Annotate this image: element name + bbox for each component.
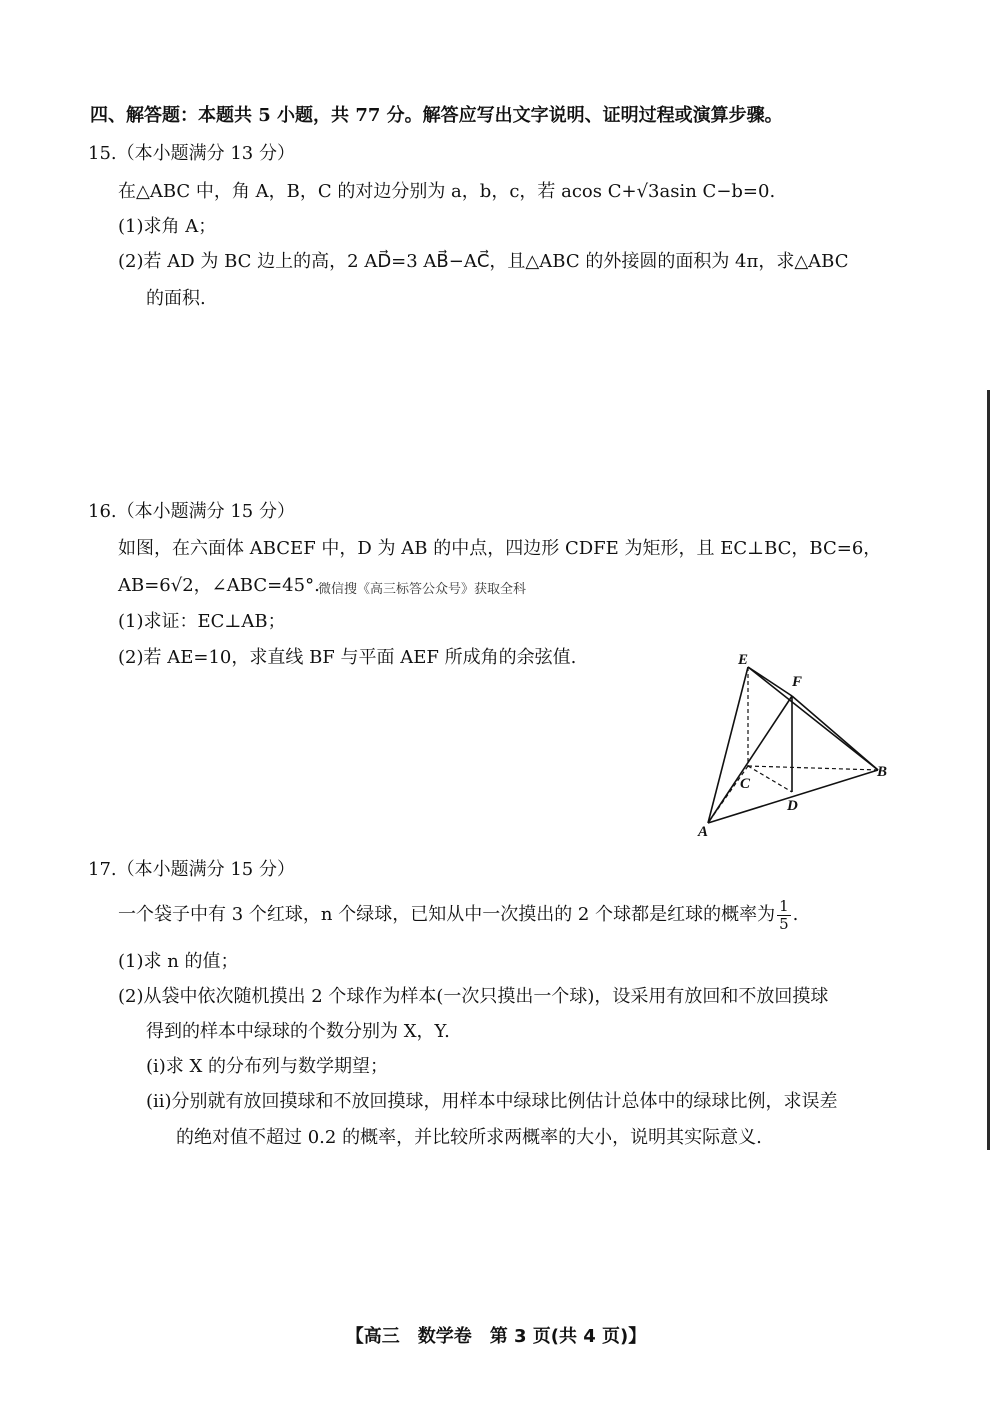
q15-part1: (1)求角 A；: [118, 216, 217, 237]
probability-fraction: [777, 898, 791, 933]
q17-part2-line1: (2)从袋中依次随机摸出 2 个球作为样本(一次只摸出一个球)，设采用有放回和不放回摸球: [118, 986, 829, 1007]
q17-header: 17.（本小题满分 15 分）: [88, 859, 295, 880]
hexahedron-figure: [690, 640, 910, 845]
q16-stem-line2: AB=6√2，∠ABC=45°.: [118, 575, 320, 596]
edge-AB: [708, 770, 878, 823]
q17-stem: [118, 895, 798, 935]
q17-part2-i: (i)求 X 的分布列与数学期望；: [146, 1056, 389, 1077]
q16-stem-line1: 如图，在六面体 ABCEF 中，D 为 AB 的中点，四边形 CDFE 为矩形，且 EC⊥BC，BC=6，: [118, 538, 882, 559]
edge-FB: [792, 696, 878, 770]
fraction-numerator: 1: [779, 896, 789, 915]
q16-header: 16.（本小题满分 15 分）: [88, 501, 295, 522]
label-C: C: [740, 776, 751, 792]
q17-stem-prefix: 一个袋子中有 3 个红球，n 个绿球，已知从中一次摸出的 2 个球都是红球的概率为: [118, 904, 776, 925]
label-D: D: [787, 798, 798, 814]
edge-CA-hidden: [708, 766, 748, 823]
label-E: E: [738, 652, 749, 668]
q17-part2-ii-line2: 的绝对值不超过 0.2 的概率，并比较所求两概率的大小，说明其实际意义.: [176, 1127, 762, 1148]
watermark-text: 微信搜《高三标答公众号》获取全科: [318, 582, 527, 597]
q17-part2-line2: 得到的样本中绿球的个数分别为 X，Y.: [146, 1021, 450, 1042]
edge-CD-hidden: [748, 766, 792, 792]
q17-part1: (1)求 n 的值；: [118, 951, 239, 972]
edge-CB-hidden: [748, 766, 878, 770]
label-F: F: [792, 674, 803, 690]
label-A: A: [698, 824, 709, 840]
q15-stem: 在△ABC 中，角 A，B，C 的对边分别为 a，b，c，若 acos C+√3asin C−b=0.: [118, 181, 776, 202]
fraction-denominator: 5: [779, 914, 789, 933]
label-B: B: [877, 764, 888, 780]
q15-part2-line2: 的面积.: [146, 288, 206, 309]
q16-part1: (1)求证：EC⊥AB；: [118, 611, 286, 632]
q17-stem-suffix: .: [792, 904, 799, 925]
q17-part2-ii-line1: (ii)分别就有放回摸球和不放回摸球，用样本中绿球比例估计总体中的绿球比例，求误差: [146, 1091, 838, 1112]
q15-part2-line1: (2)若 AD 为 BC 边上的高，2 AD⃗=3 AB⃗−AC⃗，且△ABC 的外接圆的面积为 4π，求△ABC: [118, 251, 849, 272]
edge-EB: [748, 667, 878, 770]
page-edge-line: [987, 390, 990, 1150]
section-heading: 四、解答题：本题共 5 小题，共 77 分。解答应写出文字说明、证明过程或演算步骤。: [90, 105, 783, 126]
q16-part2: (2)若 AE=10，求直线 BF 与平面 AEF 所成角的余弦值.: [118, 647, 577, 668]
edge-FA: [708, 696, 792, 823]
page-footer: 【高三 数学卷 第 3 页(共 4 页)】: [345, 1326, 647, 1347]
q15-header: 15.（本小题满分 13 分）: [88, 143, 295, 164]
edge-EA: [708, 667, 748, 823]
